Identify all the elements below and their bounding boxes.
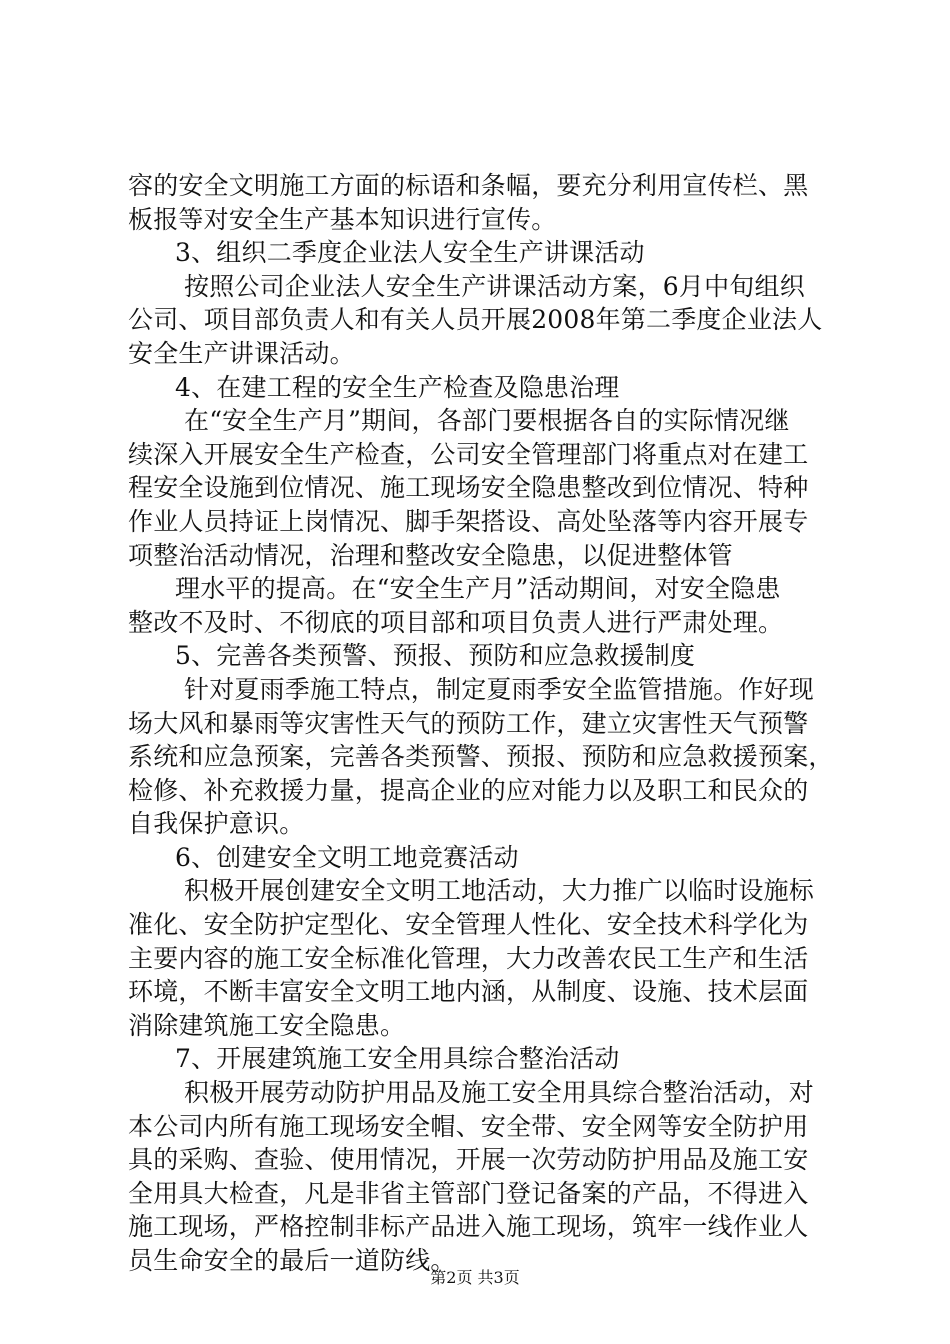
text-line-24: 主要内容的施工安全标准化管理，大力改善农民工生产和生活 xyxy=(128,943,809,973)
text-line-23: 准化、安全防护定型化、安全管理人性化、安全技术科学化为 xyxy=(128,910,809,940)
text-line-18: 系统和应急预案，完善各类预警、预报、预防和应急救援预案， xyxy=(128,742,834,772)
text-line-32: 施工现场，严格控制非标产品进入施工现场，筑牢一线作业人 xyxy=(128,1212,809,1242)
text-line-13: 理水平的提高。在“安全生产月”活动期间，对安全隐患 xyxy=(175,574,781,604)
text-line-9: 续深入开展安全生产检查，公司安全管理部门将重点对在建工 xyxy=(128,439,809,469)
text-line-26: 消除建筑施工安全隐患。 xyxy=(128,1010,406,1040)
text-line-6: 安全生产讲课活动。 xyxy=(128,338,355,368)
document-body xyxy=(128,169,834,1278)
text-line-8: 在“安全生产月”期间，各部门要根据各自的实际情况继 xyxy=(184,406,790,436)
text-line-5: 公司、项目部负责人和有关人员开展2008年第二季度企业法人 xyxy=(128,305,823,335)
page-number: 第2页 共3页 xyxy=(430,1268,520,1287)
text-line-1: 容的安全文明施工方面的标语和条幅，要充分利用宣传栏、黑 xyxy=(128,171,809,200)
section-heading-6: 6、创建安全文明工地竞赛活动 xyxy=(175,842,519,872)
text-line-29: 本公司内所有施工现场安全帽、安全带、安全网等安全防护用 xyxy=(128,1111,809,1141)
text-line-30: 具的采购、查验、使用情况，开展一次劳动防护用品及施工安 xyxy=(128,1145,809,1175)
section-heading-7: 7、开展建筑施工安全用具综合整治活动 xyxy=(175,1044,620,1074)
text-line-20: 自我保护意识。 xyxy=(128,809,305,839)
text-line-14: 整改不及时、不彻底的项目部和项目负责人进行严肃处理。 xyxy=(128,607,784,637)
text-line-16: 针对夏雨季施工特点，制定夏雨季安全监管措施。作好现 xyxy=(184,674,815,704)
text-line-28: 积极开展劳动防护用品及施工安全用具综合整治活动，对 xyxy=(184,1078,815,1108)
text-line-25: 环境，不断丰富安全文明工地内涵，从制度、设施、技术层面 xyxy=(128,977,809,1007)
text-line-10: 程安全设施到位情况、施工现场安全隐患整改到位情况、特种 xyxy=(128,473,809,503)
section-heading-3: 3、组织二季度企业法人安全生产讲课活动 xyxy=(175,238,645,268)
text-line-12: 项整治活动情况，治理和整改安全隐患，以促进整体管 xyxy=(128,540,733,570)
section-heading-5: 5、完善各类预警、预报、预防和应急救援制度 xyxy=(175,641,696,671)
page-footer xyxy=(0,1268,950,1288)
text-line-11: 作业人员持证上岗情况、脚手架搭设、高处坠落等内容开展专 xyxy=(128,506,809,536)
text-line-4: 按照公司企业法人安全生产讲课活动方案，6月中旬组织 xyxy=(184,271,805,301)
text-line-33: 员生命安全的最后一道防线。 xyxy=(128,1246,456,1275)
text-line-17: 场大风和暴雨等灾害性天气的预防工作，建立灾害性天气预警 xyxy=(128,708,809,738)
text-line-2: 板报等对安全生产基本知识进行宣传。 xyxy=(128,204,557,234)
text-line-22: 积极开展创建安全文明工地活动，大力推广以临时设施标 xyxy=(184,876,815,906)
text-line-31: 全用具大检查，凡是非省主管部门登记备案的产品，不得进入 xyxy=(128,1178,809,1208)
text-line-19: 检修、补充救援力量，提高企业的应对能力以及职工和民众的 xyxy=(128,775,809,805)
section-heading-4: 4、在建工程的安全生产检查及隐患治理 xyxy=(175,372,620,402)
